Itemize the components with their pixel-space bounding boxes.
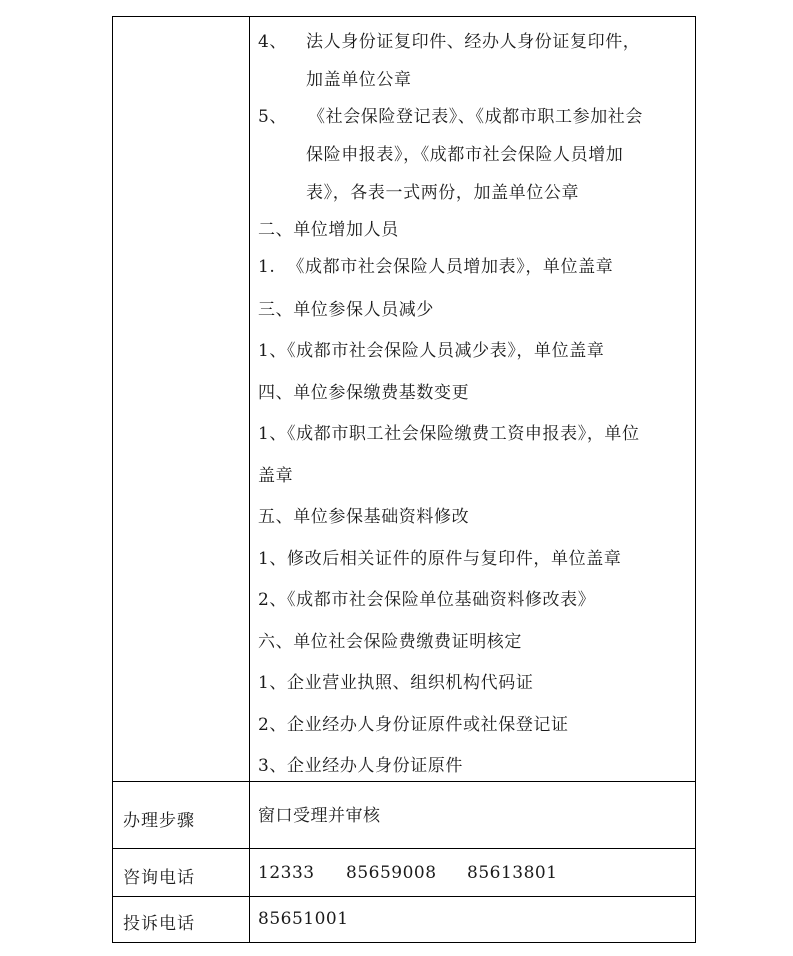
phone-number: 85659008	[346, 863, 437, 883]
section-heading-4	[258, 383, 469, 403]
heading-text: 六、单位社会保险费缴费证明核定	[258, 632, 522, 652]
complaint-label: 投诉电话	[123, 914, 195, 934]
req-line-s4-1-cont	[258, 466, 293, 486]
heading-text: 四、单位参保缴费基数变更	[258, 383, 470, 403]
phone-number: 85613801	[467, 863, 558, 883]
section-heading-2	[258, 220, 399, 240]
consult-label-cell	[113, 849, 250, 897]
item-text: 1. 《成都市社会保险人员增加表》，单位盖章	[258, 257, 614, 277]
req-line-s5-2	[258, 590, 595, 610]
consult-label: 咨询电话	[123, 868, 195, 888]
heading-text: 二、单位增加人员	[258, 220, 399, 240]
section-heading-5	[258, 507, 469, 527]
item-number: 5、	[258, 107, 288, 127]
complaint-phone: 85651001	[258, 909, 349, 929]
item-text: 1、《成都市职工社会保险缴费工资申报表》，单位	[258, 424, 640, 444]
complaint-value-cell	[250, 897, 696, 943]
section-heading-6	[258, 632, 522, 652]
steps-label: 办理步骤	[123, 811, 195, 831]
service-info-table	[112, 16, 696, 943]
req-line-s6-1	[258, 673, 533, 693]
item-text: 1、修改后相关证件的原件与复印件，单位盖章	[258, 549, 622, 569]
consult-phones	[250, 849, 695, 883]
item-text: 1、企业营业执照、组织机构代码证	[258, 673, 534, 693]
heading-text: 五、单位参保基础资料修改	[258, 507, 470, 527]
req-line-5	[258, 107, 643, 127]
req-line-4-cont	[306, 70, 412, 90]
item-text: 1、《成都市社会保险人员减少表》，单位盖章	[258, 341, 605, 361]
phone-number: 12333	[258, 863, 315, 883]
item-text: 表》，各表一式两份，加盖单位公章	[306, 183, 580, 203]
item-text: 法人身份证复印件、经办人身份证复印件，	[306, 32, 641, 52]
req-line-s3-1	[258, 341, 604, 361]
req-line-5-cont1	[306, 145, 623, 165]
req-line-5-cont2	[306, 183, 579, 203]
item-text: 保险申报表》，《成都市社会保险人员增加	[306, 145, 624, 165]
req-line-s6-3	[258, 756, 463, 776]
complaint-row	[113, 897, 696, 943]
requirements-row	[113, 17, 696, 782]
item-text: 盖章	[258, 466, 294, 486]
item-text: 2、《成都市社会保险单位基础资料修改表》	[258, 590, 596, 610]
section-heading-3	[258, 300, 434, 320]
req-line-s5-1	[258, 549, 621, 569]
item-text: 3、企业经办人身份证原件	[258, 756, 464, 776]
steps-value-cell	[250, 782, 696, 849]
item-number: 4、	[258, 32, 288, 52]
req-line-s4-1	[258, 424, 640, 444]
item-text: 《社会保险登记表》、《成都市职工参加社会	[308, 107, 643, 127]
steps-row	[113, 782, 696, 849]
requirements-content-cell	[250, 17, 696, 782]
item-text: 加盖单位公章	[306, 70, 412, 90]
req-line-4	[258, 32, 641, 52]
req-line-s2-1	[258, 257, 613, 277]
item-text: 2、企业经办人身份证原件或社保登记证	[258, 715, 569, 735]
req-line-s6-2	[258, 715, 569, 735]
steps-label-cell	[113, 782, 250, 849]
requirements-label-cell	[113, 17, 250, 782]
complaint-label-cell	[113, 897, 250, 943]
consult-value-cell	[250, 849, 696, 897]
steps-value: 窗口受理并审核	[258, 806, 381, 826]
consult-row	[113, 849, 696, 897]
heading-text: 三、单位参保人员减少	[258, 300, 434, 320]
